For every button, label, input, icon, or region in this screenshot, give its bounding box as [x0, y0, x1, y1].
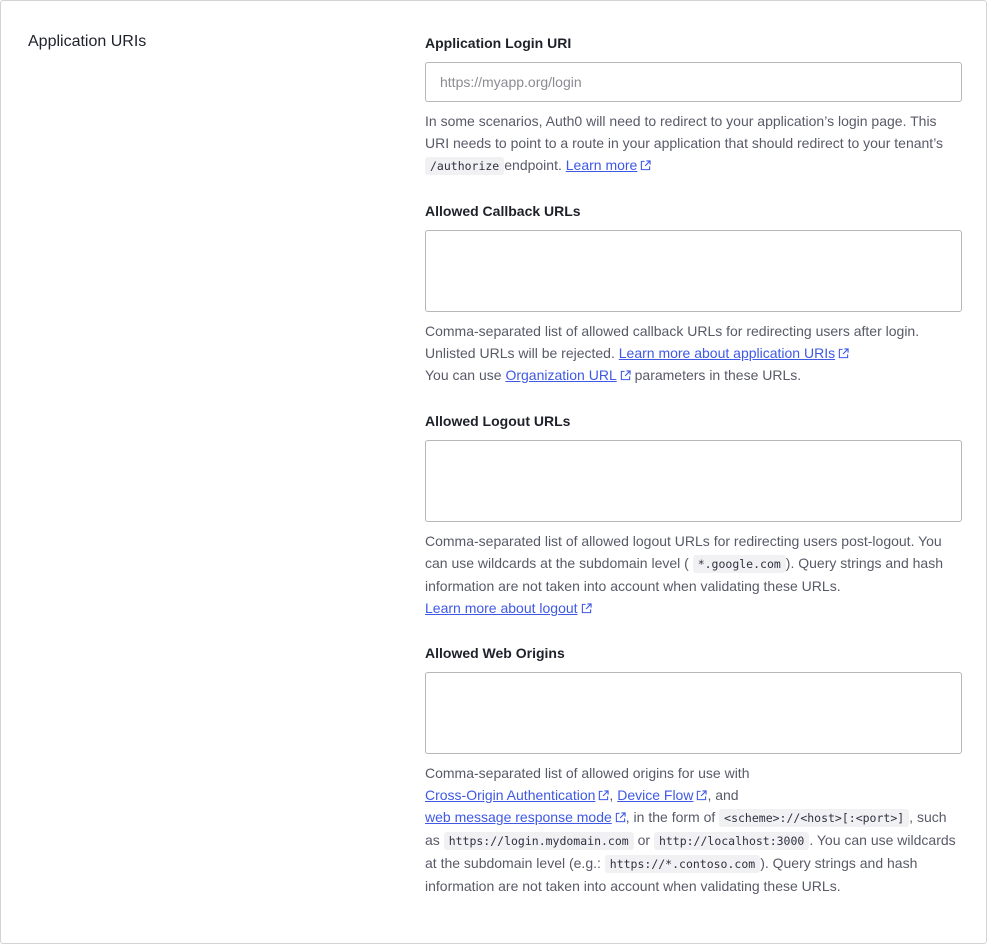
cross-origin-auth-link[interactable]: Cross-Origin Authentication	[425, 787, 609, 803]
web-origins-textarea[interactable]	[425, 672, 962, 754]
code-localhost: http://localhost:3000	[654, 832, 809, 850]
code-google: *.google.com	[693, 555, 786, 573]
callback-urls-textarea[interactable]	[425, 230, 962, 312]
web-origins-help	[425, 762, 962, 897]
help-text: . You can use wildcards at the subdomain level (e.g.:	[425, 832, 956, 871]
learn-more-link[interactable]: Learn more	[566, 157, 652, 173]
help-text: , in the form of	[625, 809, 720, 825]
help-text: ). Query strings and hash information are not taken into account when validating these URLs.	[425, 855, 918, 894]
external-link-icon	[696, 790, 707, 801]
code-login-domain: https://login.mydomain.com	[444, 832, 634, 850]
learn-more-logout-link[interactable]: Learn more about logout	[425, 600, 592, 616]
help-text: endpoint.	[504, 157, 566, 173]
help-text: , such as	[425, 809, 947, 848]
device-flow-link[interactable]: Device Flow	[617, 787, 707, 803]
help-text: In some scenarios, Auth0 will need to redirect to your application’s login page. This URI needs to point to a route in your application that should redirect to your tenant’s	[425, 113, 944, 151]
help-text: ,	[609, 787, 618, 803]
login-uri-label: Application Login URI	[425, 35, 572, 51]
code-authorize: /authorize	[425, 157, 504, 175]
external-link-icon	[581, 603, 592, 614]
external-link-icon	[615, 812, 626, 823]
organization-url-link[interactable]: Organization URL	[505, 367, 630, 383]
external-link-icon	[598, 790, 609, 801]
code-contoso: https://*.contoso.com	[605, 855, 760, 873]
login-uri-input[interactable]	[425, 62, 962, 102]
help-text: Comma-separated list of allowed callback URLs for redirecting users after login. Unlisted URLs will be rejected.	[425, 323, 920, 361]
help-text: or	[633, 832, 654, 848]
logout-urls-textarea[interactable]	[425, 440, 962, 522]
code-scheme: <scheme>://<host>[:<port>]	[719, 809, 909, 827]
login-uri-help	[425, 110, 962, 177]
learn-more-application-uris-link[interactable]: Learn more about application URIs	[619, 345, 849, 361]
help-text: ). Query strings and hash information are not taken into account when validating these URLs.	[425, 555, 943, 594]
section-title: Application URIs	[28, 33, 147, 50]
help-text: , and	[707, 787, 739, 803]
help-text: Comma-separated list of allowed origins for use with	[425, 765, 750, 781]
logout-urls-help	[425, 530, 962, 619]
callback-urls-label: Allowed Callback URLs	[425, 203, 581, 219]
web-message-response-mode-link[interactable]: web message response mode	[425, 809, 626, 825]
help-text: Comma-separated list of allowed logout URLs for redirecting users post-logout. You can use wildcards at the subdomain level (	[425, 533, 942, 571]
callback-urls-help	[425, 320, 962, 386]
help-text: parameters in these URLs.	[630, 367, 802, 383]
external-link-icon	[620, 370, 631, 381]
web-origins-label: Allowed Web Origins	[425, 645, 565, 661]
external-link-icon	[640, 160, 651, 171]
help-text: You can use	[425, 367, 506, 383]
external-link-icon	[838, 348, 849, 359]
logout-urls-label: Allowed Logout URLs	[425, 413, 571, 429]
